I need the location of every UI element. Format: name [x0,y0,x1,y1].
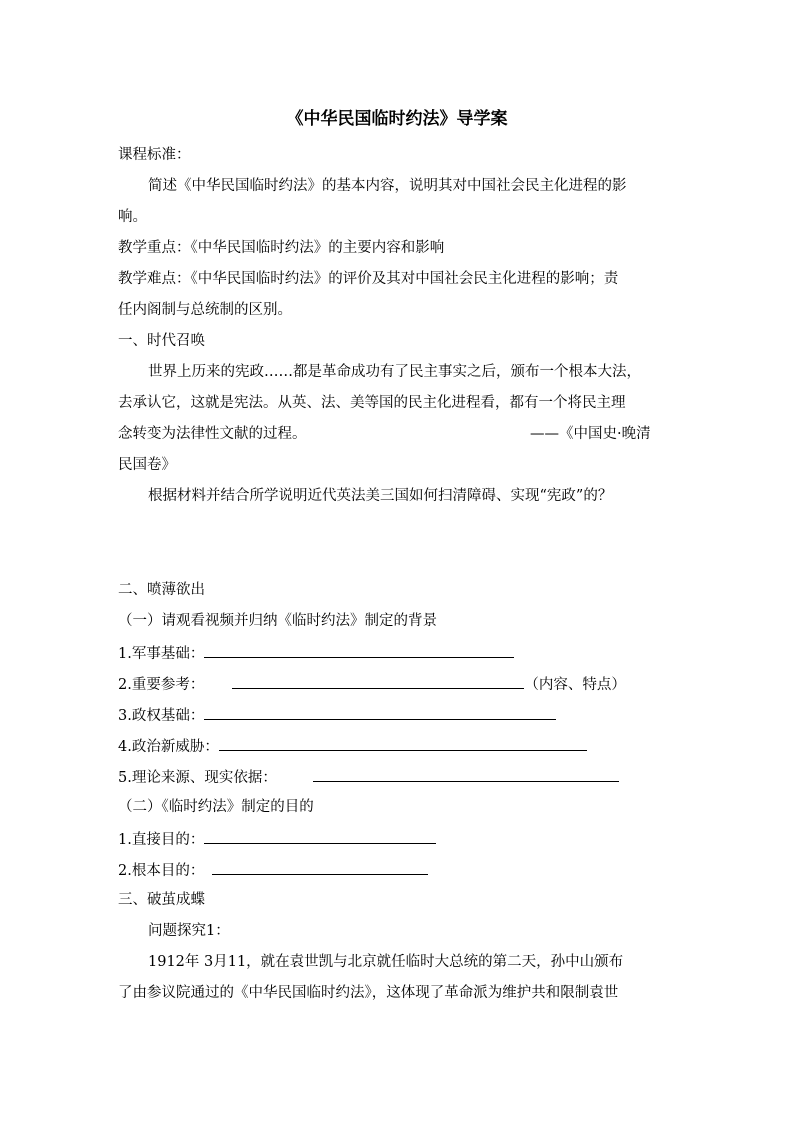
section-3-heading: 三、破茧成蝶 [118,892,205,908]
answer-blank[interactable] [313,766,619,782]
section-3-para-line-2: 了由参议院通过的《中华民国临时约法》，这体现了革命派为维护共和限制袁世 [118,985,619,1001]
background-item-regime [118,704,556,726]
answer-blank[interactable] [204,642,514,658]
item-label: 3.政权基础： [118,708,205,724]
background-item-military [118,642,514,664]
curriculum-text-line-1: 简述《中华民国临时约法》的基本内容，说明其对中国社会民主化进程的影 [148,178,627,194]
item-note: （内容、特点） [524,677,626,693]
section-1-para-line-1: 世界上历来的宪政……都是革命成功有了民主事实之后，颁布一个根本大法， [148,364,641,380]
difficulty-line-1: 教学难点：《中华民国临时约法》的评价及其对中国社会民主化进程的影响；责 [118,271,619,287]
item-label: 1.直接目的： [118,832,205,848]
section-3-para-line-1: 1912年 3月11，就在袁世凯与北京就任临时大总统的第二天，孙中山颁布 [148,954,624,970]
key-point-line: 教学重点：《中华民国临时约法》的主要内容和影响 [118,240,445,256]
purpose-item-direct [118,828,436,850]
item-label: 4.政治新威胁： [118,739,219,755]
section-1-heading: 一、时代召唤 [118,333,205,349]
answer-blank[interactable] [204,828,436,844]
background-item-theory [118,766,619,788]
section-1-source-line-1: ——《中国史·晚清 [530,426,651,442]
curriculum-label: 课程标准： [118,147,191,163]
purpose-item-fundamental [118,859,428,881]
section-1-para-line-3: 念转变为法律性文献的过程。 [118,426,307,442]
answer-blank[interactable] [212,859,428,875]
answer-blank[interactable] [219,735,587,751]
difficulty-line-2: 任内阁制与总统制的区别。 [118,302,292,318]
section-2-subheading-2: （二）《临时约法》制定的目的 [118,799,314,815]
answer-blank[interactable] [232,673,524,689]
section-1-source-line-2: 民国卷》 [118,457,176,473]
curriculum-text-line-2: 响。 [118,209,147,225]
item-label: 2.根本目的： [118,863,205,879]
section-3-inquiry-label: 问题探究1： [148,923,230,939]
item-label: 5.理论来源、现实依据： [118,770,277,786]
section-2-subheading-1: （一）请观看视频并归纳《临时约法》制定的背景 [118,613,437,629]
section-1-question: 根据材料并结合所学说明近代英法美三国如何扫清障碍、实现“宪政”的？ [148,488,613,504]
answer-blank[interactable] [204,704,556,720]
section-1-para-line-2: 去承认它，这就是宪法。从英、法、美等国的民主化进程看，都有一个将民主理 [118,395,626,411]
item-label: 2.重要参考： [118,677,205,693]
background-item-reference [118,673,626,695]
document-title: 《中华民国临时约法》导学案 [286,109,508,129]
section-2-heading: 二、喷薄欲出 [118,582,205,598]
item-label: 1.军事基础： [118,646,205,662]
background-item-threat [118,735,587,757]
